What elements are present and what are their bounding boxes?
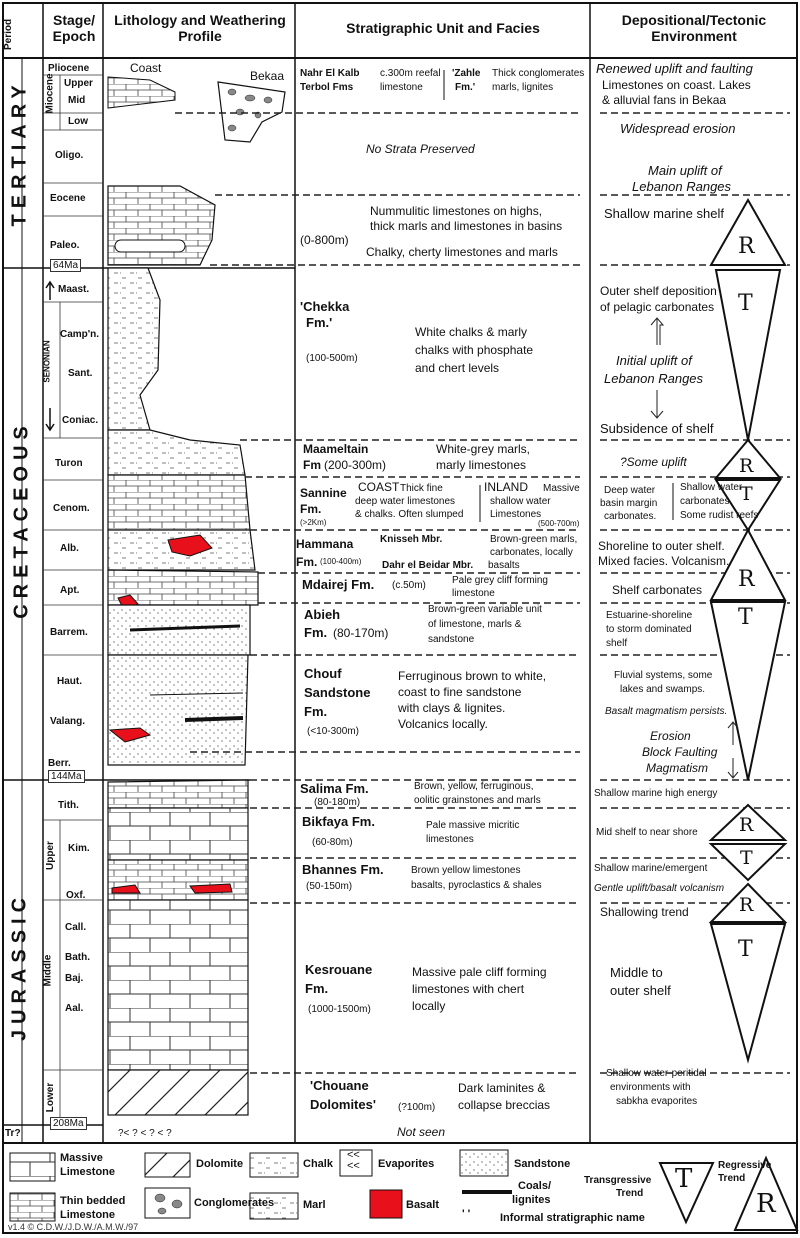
salima-desc2: oolitic grainstones and marls bbox=[414, 795, 541, 806]
chekka-desc2: chalks with phosphate bbox=[415, 343, 534, 357]
coast-facies: COAST bbox=[358, 480, 400, 494]
unit-bikfaya: Bikfaya Fm. bbox=[302, 814, 375, 829]
legend-coals: Coals/ bbox=[518, 1180, 552, 1192]
env-block-faulting: Block Faulting bbox=[642, 745, 718, 759]
epoch-maast: Maast. bbox=[58, 284, 90, 295]
period-jurassic: JURASSIC bbox=[8, 891, 31, 1042]
unit-nahr: Nahr El Kalb bbox=[300, 68, 360, 79]
not-seen-marks: ?< ? < ? < ? bbox=[118, 1128, 172, 1139]
hamm-desc2: carbonates, locally bbox=[490, 547, 573, 558]
env-lakes: lakes and swamps. bbox=[620, 684, 706, 695]
legend-massive-2: Limestone bbox=[60, 1166, 116, 1178]
env-emergent: Shallow marine/emergent bbox=[594, 863, 708, 874]
unit-chouf: Chouf bbox=[304, 666, 342, 681]
epoch-senonian: SENONIAN bbox=[42, 340, 52, 383]
epoch-upper: Upper bbox=[64, 78, 93, 89]
legend-regressive-trend: Trend bbox=[718, 1173, 746, 1184]
epoch-alb: Alb. bbox=[60, 543, 79, 554]
abieh-desc2: of limestone, marls & bbox=[428, 619, 522, 630]
nahr-desc: c.300m reefal bbox=[380, 68, 441, 79]
epoch-campn: Camp'n. bbox=[60, 329, 100, 340]
legend-r-symbol: R bbox=[756, 1189, 776, 1219]
env-with: environments with bbox=[610, 1082, 691, 1093]
hammana-thick: (100-400m) bbox=[320, 557, 362, 566]
coast-desc2: deep water limestones bbox=[355, 496, 456, 507]
epoch-jupper: Upper bbox=[44, 841, 56, 870]
period-cretaceous: CRETACEOUS bbox=[10, 420, 33, 619]
env-limestones-coast: Limestones on coast. Lakes bbox=[602, 78, 751, 92]
unit-chouf-sandstone: Sandstone bbox=[304, 685, 371, 700]
trend-t-1: T bbox=[738, 291, 753, 316]
salima-thick: (80-180m) bbox=[314, 797, 361, 808]
env-erosion: Erosion bbox=[650, 729, 691, 743]
eocene-thick: (0-800m) bbox=[300, 233, 349, 247]
env-rudist-reefs: Some rudist reefs bbox=[680, 510, 759, 521]
trend-r-1: R bbox=[738, 234, 755, 259]
env-magmatism: Magmatism bbox=[646, 761, 709, 775]
epoch-barrem: Barrem. bbox=[50, 627, 88, 638]
coast-desc1: Thick fine bbox=[400, 483, 443, 494]
hamm-desc3: basalts bbox=[488, 560, 520, 571]
epoch-oxf: Oxf. bbox=[66, 890, 86, 901]
lithology-header: Lithology and Weathering Profile bbox=[114, 12, 286, 45]
unit-abieh-fm: Fm. bbox=[304, 625, 328, 640]
bikfaya-desc1: Pale massive micritic bbox=[426, 820, 520, 831]
knisseh-mbr: Knisseh Mbr. bbox=[380, 534, 443, 545]
epoch-turon: Turon bbox=[55, 458, 83, 469]
bhannes-desc2: basalts, pyroclastics & shales bbox=[411, 880, 542, 891]
age-208ma: 208Ma bbox=[50, 1117, 87, 1130]
env-carbonates: carbonates. bbox=[604, 511, 657, 522]
env-shoreline: Shoreline to outer shelf. bbox=[598, 539, 725, 553]
chouf-desc1: Ferruginous brown to white, bbox=[398, 669, 547, 683]
trend-r-4: R bbox=[739, 814, 754, 836]
legend-quote-symbol: ' ' bbox=[462, 1208, 471, 1220]
legend-chalk: Chalk bbox=[303, 1158, 333, 1170]
unit-kesrouane-fm: Fm. bbox=[305, 981, 329, 996]
chekka-thick: (100-500m) bbox=[306, 353, 358, 364]
env-mixed-facies: Mixed facies. Volcanism. bbox=[598, 554, 730, 568]
chou-desc2: collapse breccias bbox=[458, 1098, 551, 1112]
env-renewed-uplift: Renewed uplift and faulting bbox=[596, 61, 753, 76]
epoch-pliocene: Pliocene bbox=[48, 63, 90, 74]
epoch-cenom: Cenom. bbox=[53, 503, 90, 514]
trend-t-3: T bbox=[738, 605, 753, 630]
epoch-sant: Sant. bbox=[68, 368, 93, 379]
legend-thin-bedded: Thin bedded bbox=[60, 1195, 126, 1207]
epoch-miocene: Miocene bbox=[44, 73, 56, 114]
env-shelf: shelf bbox=[606, 638, 628, 649]
age-64ma: 64Ma bbox=[50, 259, 81, 272]
epoch-eocene: Eocene bbox=[50, 193, 86, 204]
epoch-apt: Apt. bbox=[60, 585, 80, 596]
epoch-oligo: Oligo. bbox=[55, 150, 84, 161]
mdairej-desc2: limestone bbox=[452, 588, 495, 599]
unit-salima: Salima Fm. bbox=[300, 781, 369, 796]
env-lebanon-ranges-2: Lebanon Ranges bbox=[604, 371, 704, 386]
env-sabkha: sabkha evaporites bbox=[616, 1096, 698, 1107]
period-tertiary: TERTIARY bbox=[8, 79, 31, 227]
trend-t-2: T bbox=[740, 483, 753, 505]
env-high-energy: Shallow marine high energy bbox=[594, 788, 718, 799]
legend-transgressive: Transgressive bbox=[584, 1175, 652, 1186]
epoch-valang: Valang. bbox=[50, 716, 86, 727]
env-estuarine: Estuarine-shoreline bbox=[606, 610, 693, 621]
legend-t-symbol: T bbox=[675, 1164, 693, 1194]
abieh-thick: (80-170m) bbox=[333, 626, 389, 640]
kes-desc3: locally bbox=[412, 999, 446, 1013]
period-header: Period bbox=[3, 18, 14, 50]
unit-zahle-fm: Fm.' bbox=[455, 82, 476, 93]
coast-desc3: & chalks. Often slumped bbox=[355, 509, 464, 520]
env-header: Depositional/Tectonic Environment bbox=[621, 12, 767, 45]
epoch-bath: Bath. bbox=[65, 952, 90, 963]
env-basalt-persists: Basalt magmatism persists. bbox=[605, 706, 728, 717]
inland-desc2: shallow water bbox=[490, 496, 551, 507]
legend-informal: Informal stratigraphic name bbox=[500, 1212, 645, 1224]
legend-lignites: lignites bbox=[512, 1194, 551, 1206]
env-shallow-water: Shallow water bbox=[680, 482, 743, 493]
chouf-desc3: with clays & lignites. bbox=[398, 701, 506, 715]
epoch-aal: Aal. bbox=[65, 1003, 84, 1014]
zahle-desc: Thick conglomerates bbox=[492, 68, 585, 79]
env-storm: to storm dominated bbox=[606, 624, 692, 635]
epoch-baj: Baj. bbox=[65, 973, 84, 984]
coast-label: Coast bbox=[130, 61, 162, 75]
kes-desc2: limestones with chert bbox=[412, 982, 525, 996]
bikfaya-thick: (60-80m) bbox=[312, 837, 353, 848]
epoch-mid: Mid bbox=[68, 95, 86, 106]
trend-t-5: T bbox=[738, 937, 753, 962]
legend-basalt: Basalt bbox=[406, 1199, 440, 1211]
trend-r-5: R bbox=[739, 894, 754, 916]
zahle-desc2: marls, lignites bbox=[492, 82, 554, 93]
unit-maameltain-fm: Fm bbox=[303, 458, 321, 472]
unit-chekka: 'Chekka bbox=[300, 299, 350, 314]
env-gentle-uplift: Gentle uplift/basalt volcanism bbox=[594, 883, 725, 894]
bhannes-thick: (50-150m) bbox=[306, 881, 353, 892]
chouf-desc4: Volcanics locally. bbox=[398, 717, 488, 731]
env-initial-uplift: Initial uplift of bbox=[616, 353, 692, 368]
unit-chouane: 'Chouane bbox=[310, 1078, 369, 1093]
chou-desc1: Dark laminites & bbox=[458, 1081, 546, 1095]
credit-line: v1.4 © C.D.W./J.D.W./A.M.W./97 bbox=[8, 1222, 139, 1232]
env-deep-water: Deep water bbox=[604, 485, 656, 496]
unit-hammana: Hammana bbox=[296, 537, 354, 551]
legend-conglomerates: Conglomerates bbox=[194, 1197, 275, 1209]
legend-sandstone: Sandstone bbox=[514, 1158, 571, 1170]
maam-thick: (200-300m) bbox=[324, 458, 387, 472]
env-basin-margin: basin margin bbox=[600, 498, 658, 509]
env-shallowing: Shallowing trend bbox=[600, 905, 689, 919]
env-outer-shelf: Outer shelf deposition bbox=[600, 284, 717, 298]
trend-t-4: T bbox=[740, 847, 753, 869]
epoch-coniac: Coniac. bbox=[62, 415, 99, 426]
bikfaya-desc2: limestones bbox=[426, 834, 474, 845]
env-middle-to: Middle to bbox=[610, 965, 663, 980]
epoch-kim: Kim. bbox=[68, 843, 90, 854]
inland-facies: INLAND bbox=[484, 480, 529, 494]
evaporite-symbol: << << bbox=[347, 1149, 360, 1172]
eocene-desc3: Chalky, cherty limestones and marls bbox=[366, 245, 558, 259]
unit-hammana-fm: Fm. bbox=[296, 555, 318, 569]
unit-kesrouane: Kesrouane bbox=[305, 962, 373, 977]
not-seen: Not seen bbox=[397, 1125, 446, 1139]
chouf-thick: (<10-300m) bbox=[307, 726, 359, 737]
trend-r-3: R bbox=[738, 567, 755, 592]
env-shallow-marine-shelf: Shallow marine shelf bbox=[604, 206, 724, 221]
salima-desc1: Brown, yellow, ferruginous, bbox=[414, 781, 534, 792]
bekaa-label: Bekaa bbox=[250, 69, 285, 83]
trend-r-2: R bbox=[739, 455, 754, 477]
sannine-thick: (>2Km) bbox=[300, 518, 327, 527]
legend-dolomite: Dolomite bbox=[196, 1158, 244, 1170]
legend-marl: Marl bbox=[303, 1199, 326, 1211]
nahr-desc2: limestone bbox=[380, 82, 423, 93]
epoch-call: Call. bbox=[65, 922, 87, 933]
eocene-desc1: Nummulitic limestones on highs, bbox=[370, 204, 543, 218]
legend-regressive: Regressive bbox=[718, 1160, 772, 1171]
epoch-paleo: Paleo. bbox=[50, 240, 80, 251]
epoch-tith: Tith. bbox=[58, 800, 79, 811]
env-shelf-carbonates: Shelf carbonates bbox=[612, 583, 703, 597]
unit-terbol: Terbol Fms bbox=[300, 82, 354, 93]
dahr-mbr: Dahr el Beidar Mbr. bbox=[382, 560, 474, 571]
inland-desc1: Massive bbox=[543, 483, 580, 494]
unit-chouf-fm: Fm. bbox=[304, 704, 328, 719]
abieh-desc1: Brown-green variable unit bbox=[428, 604, 542, 615]
unit-chouane-dolomites: Dolomites' bbox=[310, 1097, 376, 1112]
mdairej-thick: (c.50m) bbox=[392, 580, 426, 591]
maam-desc1: White-grey marls, bbox=[436, 442, 531, 456]
env-pelagic: of pelagic carbonates bbox=[600, 300, 715, 314]
chekka-desc3: and chert levels bbox=[415, 361, 500, 375]
inland-desc3: Limestones bbox=[490, 509, 542, 520]
legend-evaporites: Evaporites bbox=[378, 1158, 435, 1170]
age-144ma: 144Ma bbox=[48, 770, 85, 783]
env-mid-shelf: Mid shelf to near shore bbox=[596, 827, 698, 838]
env-main-uplift: Main uplift of bbox=[648, 163, 722, 178]
epoch-haut: Haut. bbox=[57, 676, 82, 687]
hamm-desc1: Brown-green marls, bbox=[490, 534, 578, 545]
period-triassic: Tr? bbox=[5, 1128, 21, 1139]
unit-sannine-fm: Fm. bbox=[300, 502, 322, 516]
unit-zahle: 'Zahle bbox=[452, 68, 481, 79]
epoch-low: Low bbox=[68, 116, 88, 127]
env-fluvial: Fluvial systems, some bbox=[614, 670, 713, 681]
maam-desc2: marly limestones bbox=[436, 458, 527, 472]
legend-massive: Massive bbox=[60, 1152, 103, 1164]
env-alluvial-fans: & alluvial fans in Bekaa bbox=[602, 93, 727, 107]
legend-transgressive-trend: Trend bbox=[616, 1188, 644, 1199]
kesrouane-thick: (1000-1500m) bbox=[308, 1004, 371, 1015]
epoch-lower: Lower bbox=[45, 1082, 57, 1113]
env-lebanon-ranges: Lebanon Ranges bbox=[632, 179, 732, 194]
env-carbonates-2: carbonates. bbox=[680, 496, 733, 507]
epoch-berr: Berr. bbox=[48, 758, 71, 769]
mdairej-desc1: Pale grey cliff forming bbox=[452, 575, 548, 586]
unit-maameltain: Maameltain bbox=[303, 442, 369, 456]
kes-desc1: Massive pale cliff forming bbox=[412, 965, 547, 979]
lithology-column bbox=[108, 77, 285, 1115]
chouane-thick: (?100m) bbox=[398, 1102, 436, 1113]
env-outer-shelf-2: outer shelf bbox=[610, 983, 671, 998]
unit-sannine: Sannine bbox=[300, 486, 347, 500]
eocene-desc2: thick marls and limestones in basins bbox=[370, 219, 563, 233]
abieh-desc3: sandstone bbox=[428, 634, 475, 645]
legend-thin-bedded-2: Limestone bbox=[60, 1209, 116, 1221]
env-some-uplift: ?Some uplift bbox=[620, 455, 687, 469]
strat-header: Stratigraphic Unit and Facies bbox=[346, 20, 540, 36]
unit-mdairej: Mdairej Fm. bbox=[302, 577, 375, 592]
chekka-desc1: White chalks & marly bbox=[415, 325, 528, 339]
unit-chekka-fm: Fm.' bbox=[306, 315, 333, 330]
bhannes-desc1: Brown yellow limestones bbox=[411, 865, 521, 876]
unit-abieh: Abieh bbox=[304, 607, 341, 622]
chouf-desc2: coast to fine sandstone bbox=[398, 685, 522, 699]
env-widespread-erosion: Widespread erosion bbox=[620, 121, 736, 136]
env-peritidal: Shallow water-peritidal bbox=[606, 1068, 707, 1079]
no-strata: No Strata Preserved bbox=[366, 142, 475, 156]
unit-bhannes: Bhannes Fm. bbox=[302, 862, 384, 877]
stage-header: Stage/ Epoch bbox=[52, 12, 96, 45]
inland-thick: (500-700m) bbox=[538, 519, 580, 528]
epoch-middle: Middle bbox=[42, 954, 54, 987]
env-subsidence: Subsidence of shelf bbox=[600, 421, 714, 436]
